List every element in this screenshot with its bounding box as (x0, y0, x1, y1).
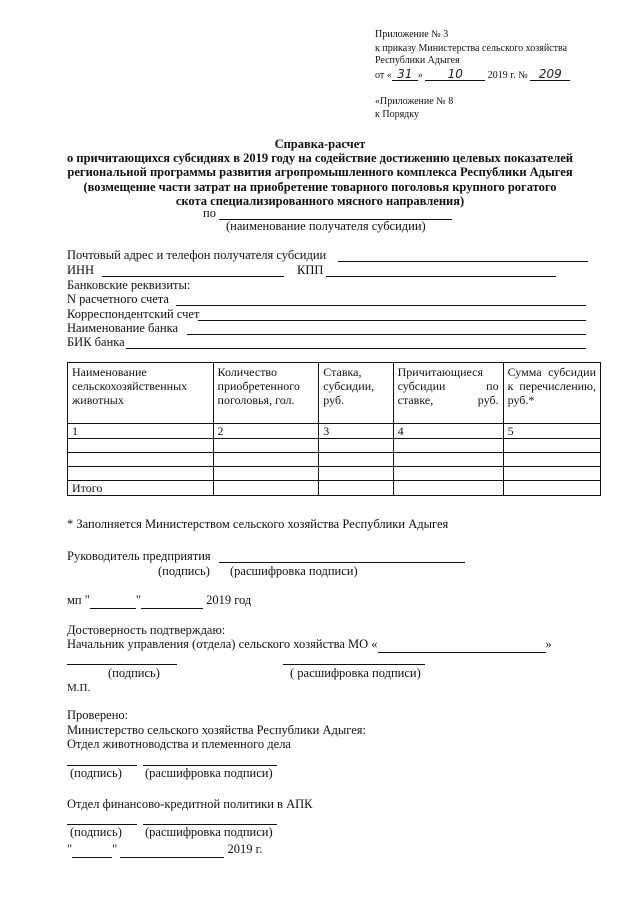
sign-caption-4: (подпись) (70, 825, 122, 839)
table-cell[interactable] (319, 467, 393, 481)
inn-label: ИНН (67, 263, 95, 277)
finance-dept-label: Отдел финансово-кредитной политики в АПК (67, 797, 313, 811)
table-cell[interactable] (503, 481, 600, 496)
table-cell[interactable] (68, 467, 214, 481)
po-label: по (203, 206, 216, 220)
appendix8: «Приложение № 8 (375, 96, 454, 107)
table-header-cell: Наименование сельскохозяйственных животных (68, 363, 214, 424)
bank-name-field[interactable] (187, 334, 586, 335)
table-header-cell: Ставка, субсидии, руб. (319, 363, 393, 424)
head-dept-close: » (545, 637, 552, 651)
order-number: 209 (530, 68, 570, 81)
table-cell[interactable] (393, 439, 503, 453)
order-reference: к приказу Министерства сельского хозяйства (375, 43, 568, 54)
head-dept-line (67, 637, 552, 653)
mp-stamp-label: М.П. (67, 682, 91, 694)
mp-prefix: мп " (67, 593, 90, 607)
table-header-cell: Количество приобретенного поголовья, гол. (213, 363, 319, 424)
mp-month-field[interactable] (141, 593, 203, 609)
table-cell[interactable] (213, 481, 319, 496)
table-cell[interactable] (503, 467, 600, 481)
table-cell: 3 (319, 424, 393, 439)
decode-caption-4: (расшифровка подписи) (145, 825, 273, 839)
table-cell[interactable] (213, 439, 319, 453)
corr-account-label: Корреспондентский счет (67, 307, 200, 321)
mp-quote: " (135, 593, 141, 607)
republic-name: Республики Адыгея (375, 55, 460, 66)
table-row (68, 467, 601, 481)
final-date-line (67, 842, 262, 858)
table-cell[interactable] (319, 453, 393, 467)
to-procedure: к Порядку (375, 109, 419, 120)
dept-decode-field[interactable] (283, 664, 425, 665)
ministry-label: Министерство сельского хозяйства Республики Адыгея: (67, 723, 366, 737)
table-header-cell (393, 363, 503, 424)
date-day: 31 (392, 68, 418, 81)
table-cell[interactable] (319, 481, 393, 496)
date-close-quote: » (417, 70, 423, 81)
bik-label: БИК банка (67, 335, 125, 349)
table-row-numbers (68, 424, 601, 439)
table-cell[interactable] (503, 453, 600, 467)
table-total-row (68, 481, 601, 496)
bank-details-label: Банковские реквизиты: (67, 278, 191, 292)
date-year: 2019 г. № (487, 70, 528, 81)
table-cell: 1 (68, 424, 214, 439)
dept-sign-field[interactable] (67, 664, 177, 665)
final-quote-close: " (112, 842, 118, 856)
appendix-number: Приложение № 3 (375, 29, 449, 40)
sign-caption: (подпись) (158, 564, 210, 578)
final-day-field[interactable] (72, 842, 112, 858)
title-line-3: региональной программы развития агропромышленного комплекса Республики Адыгея (67, 165, 573, 179)
final-month-field[interactable] (120, 842, 224, 858)
mp-line (67, 593, 251, 609)
table-cell[interactable] (319, 439, 393, 453)
table-cell[interactable] (213, 453, 319, 467)
bik-field[interactable] (126, 348, 586, 349)
recipient-caption: (наименование получателя субсидии) (226, 219, 426, 233)
bank-name-label: Наименование банка (67, 321, 179, 335)
checked-label: Проверено: (67, 708, 129, 722)
table-cell[interactable] (393, 453, 503, 467)
table-cell: 5 (503, 424, 600, 439)
date-prefix: от « (375, 70, 392, 81)
mp-day-field[interactable] (90, 593, 136, 609)
table-header-text: Сумма субсидии к перечислению, руб.* (507, 365, 596, 407)
corr-account-field[interactable] (198, 320, 586, 321)
table-header-text: Причитающиеся субсидии по ставке, руб. (397, 365, 499, 407)
table-header-row (68, 363, 601, 424)
title-line-4: (возмещение части затрат на приобретение товарного поголовья крупного рогатого (83, 180, 557, 194)
doc-title: Справка-расчет (274, 137, 366, 151)
table-cell: 4 (393, 424, 503, 439)
title-line-5: скота специализированного мясного направления) (175, 194, 465, 208)
head-signature-field[interactable] (219, 562, 465, 563)
decode-caption: (расшифровка подписи) (230, 564, 358, 578)
table-cell[interactable] (68, 439, 214, 453)
table-cell: 2 (213, 424, 319, 439)
kpp-label: КПП (297, 263, 324, 277)
table-row (68, 453, 601, 467)
municipality-field[interactable] (378, 637, 546, 653)
footnote: * Заполняется Министерством сельского хозяйства Республики Адыгея (67, 517, 449, 531)
table-total-label: Итого (68, 481, 214, 496)
table-cell[interactable] (503, 439, 600, 453)
head-label: Руководитель предприятия (67, 549, 211, 563)
kpp-field[interactable] (326, 276, 556, 277)
final-quote-open: " (67, 842, 73, 856)
date-month: 10 (425, 68, 485, 81)
table-cell[interactable] (393, 467, 503, 481)
postal-label: Почтовый адрес и телефон получателя субсидии (67, 248, 327, 262)
confirm-label: Достоверность подтверждаю: (67, 623, 226, 637)
postal-field[interactable] (338, 261, 588, 262)
table-header-cell (503, 363, 600, 424)
livestock-dept-label: Отдел животноводства и племенного дела (67, 737, 291, 751)
decode-caption-3: (расшифровка подписи) (145, 766, 273, 780)
table-cell[interactable] (393, 481, 503, 496)
mp-year: 2019 год (206, 593, 252, 607)
account-label: N расчетного счета (67, 292, 169, 306)
table-cell[interactable] (68, 453, 214, 467)
final-year: 2019 г. (227, 842, 263, 856)
table-row (68, 439, 601, 453)
head-dept-label: Начальник управления (отдела) сельского хозяйства МО « (67, 637, 378, 651)
sign-caption-3: (подпись) (70, 766, 122, 780)
account-field[interactable] (176, 305, 586, 306)
sign-caption-2: (подпись) (108, 666, 160, 680)
title-line-2: о причитающихся субсидиях в 2019 году на содействие достижению целевых показателей (67, 151, 573, 165)
subsidy-table (67, 362, 601, 496)
decode-caption-2: ( расшифровка подписи) (290, 666, 421, 680)
table-cell[interactable] (213, 467, 319, 481)
inn-field[interactable] (102, 276, 284, 277)
order-date-line (375, 68, 570, 82)
